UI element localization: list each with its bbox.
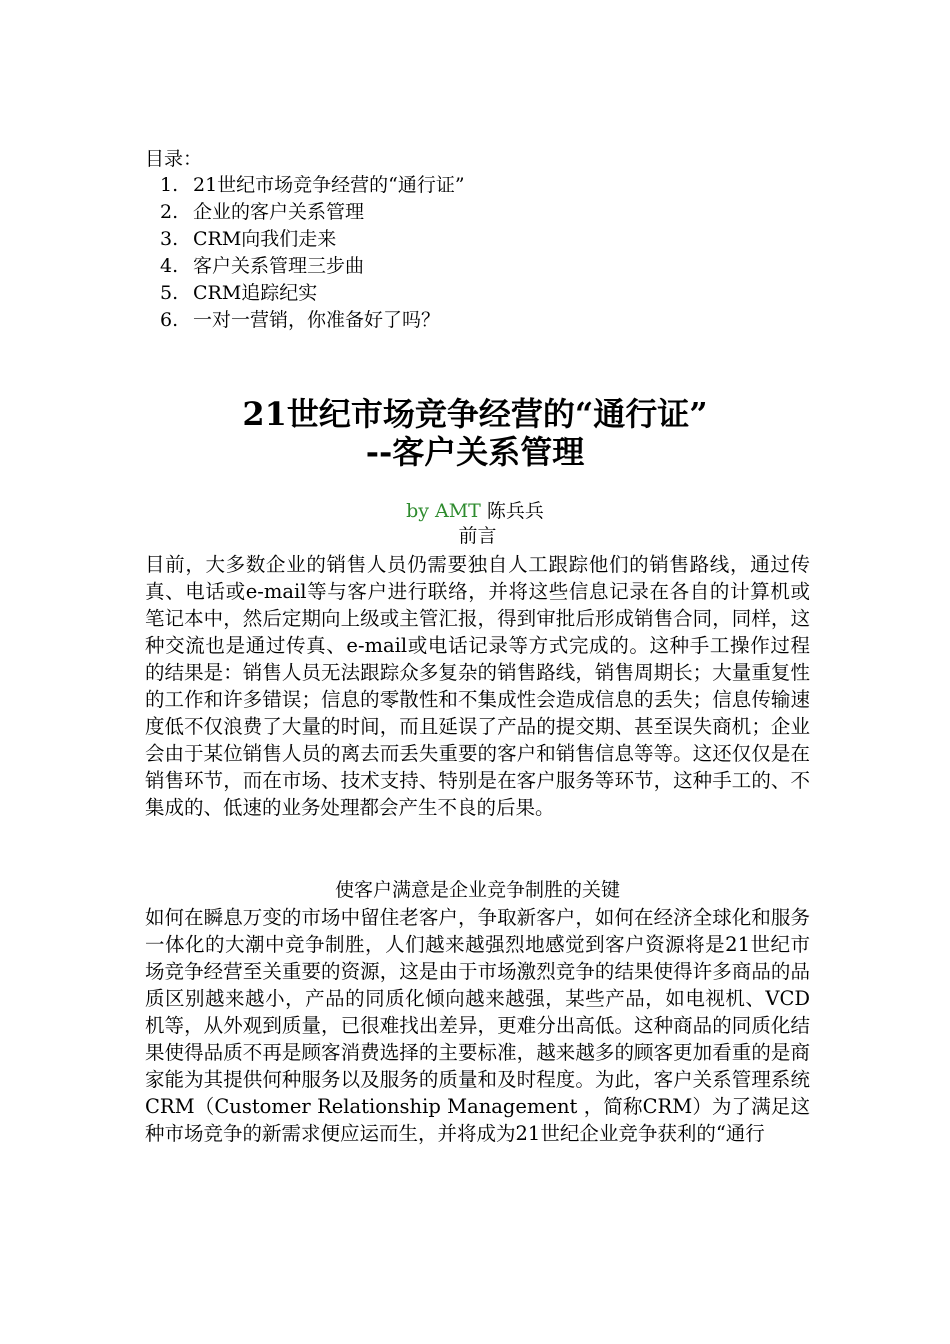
toc-item-text: CRM向我们走来 [193,228,337,250]
body-paragraph: 如何在瞬息万变的市场中留住老客户，争取新客户，如何在经济全球化和服务一体化的大潮中竞争制胜，人们越来越强烈地感觉到客户资源将是21世纪市场竞争经营至关重要的资源，这是由于市场激烈竞争的结果使得许多商品的品质区别越来越小，产品的同质化倾向越来越强，某些产品，如电视机、VCD机等，从外观到质量，已很难找出差异，更难分出高低。这种商品的同质化结果使得品质不再是顾客消费选择的主要标准，越来越多的顾客更加看重的是商家能为其提供何种服务以及服务的质量和及时程度。为此，客户关系管理系统CRM（Customer Relationship Management ，简称CRM）为了满足这种市场竞争的新需求便应运而生，并将成为21世纪企业竞争获利的“通行 [145,906,810,1145]
preface-paragraph: 目前，大多数企业的销售人员仍需要独自人工跟踪他们的销售路线，通过传真、电话或e-mail等与客户进行联络，并将这些信息记录在各自的计算机或笔记本中，然后定期向上级或主管汇报，得到审批后形成销售合同，同样，这种交流也是通过传真、e-mail或电话记录等方式完成的。这种手工操作过程的结果是：销售人员无法跟踪众多复杂的销售路线，销售周期长；大量重复性的工作和许多错误；信息的零散性和不集成性会造成信息的丢失；信息传输速度低不仅浪费了大量的时间，而且延误了产品的提交期、甚至误失商机；企业会由于某位销售人员的离去而丢失重要的客户和销售信息等等。这还仅仅是在销售环节，而在市场、技术支持、特别是在客户服务等环节，这种手工的、不集成的、低速的业务处理都会产生不良的后果。 [145,553,810,819]
toc-item-number: 1. [160,174,179,196]
toc-item-text: 客户关系管理三步曲 [193,255,365,277]
toc-item-text: 21世纪市场竞争经营的“通行证” [193,174,465,196]
toc-item [160,199,465,226]
toc-item-number: 3. [160,228,179,250]
toc-list [160,172,465,334]
toc-item-number: 6. [160,309,179,331]
toc-item-number: 2. [160,201,179,223]
toc-item-text: 企业的客户关系管理 [193,201,365,223]
article-title: 21世纪市场竞争经营的“通行证” [242,395,708,433]
toc-title: 目录： [145,148,203,170]
toc-item [160,307,465,334]
article-subtitle: --客户关系管理 [365,433,585,471]
toc-item [160,280,465,307]
toc-item [160,253,465,280]
byline [100,498,850,524]
toc-item-number: 5. [160,282,179,304]
toc-item-text: CRM追踪纪实 [193,282,318,304]
byline-label: by AMT [406,500,481,522]
author-name: 陈兵兵 [486,500,544,522]
section-subheading: 使客户满意是企业竞争制胜的关键 [334,879,620,901]
toc-item [160,226,465,253]
toc-item [160,172,465,199]
toc-item-number: 4. [160,255,179,277]
toc-item-text: 一对一营销，你准备好了吗？ [193,309,441,331]
preface-heading: 前言 [458,525,497,547]
